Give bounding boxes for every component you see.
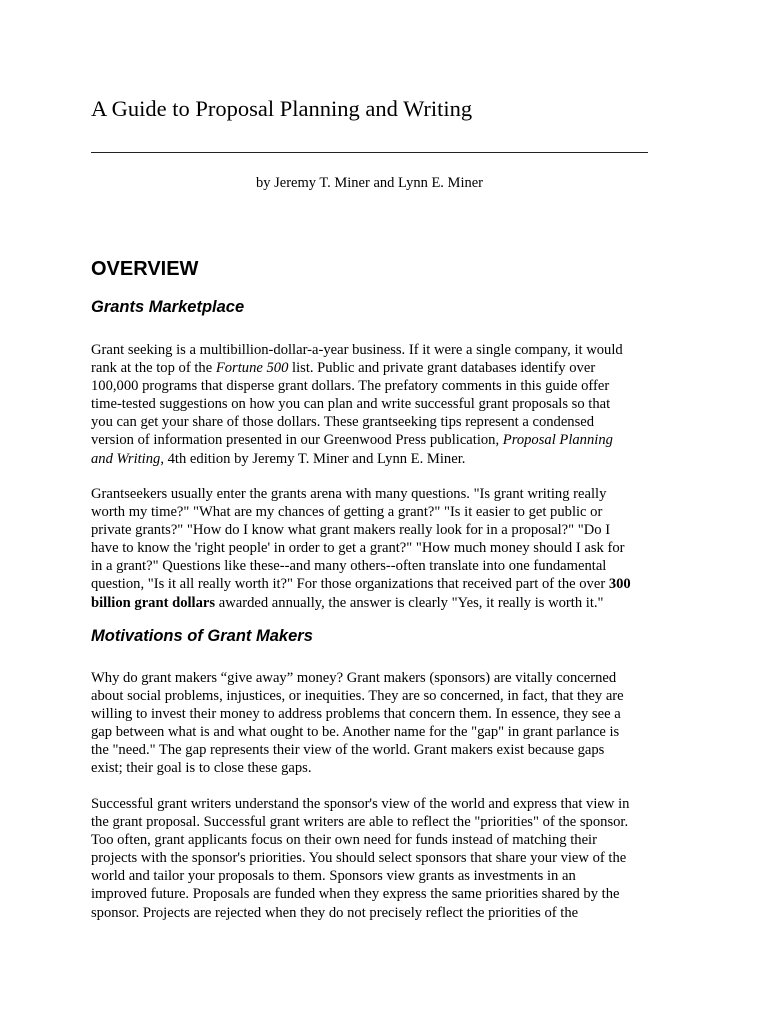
italic-title: Proposal Planning xyxy=(502,432,613,449)
text-line xyxy=(91,431,651,449)
italic-title: Fortune 500 xyxy=(215,360,289,377)
text-line: Successful grant writers understand the sponsor's view of the world and express that view in xyxy=(91,796,630,812)
motivations-heading: Motivations of Grant Makers xyxy=(91,627,313,645)
overview-heading: OVERVIEW xyxy=(91,258,199,280)
text-line: exist; their goal is to close these gaps. xyxy=(91,760,312,777)
bold-emphasis: billion grant dollars xyxy=(91,594,216,611)
text-line: in a grant?" Questions like these--and many others--often translate into one fundamental xyxy=(91,558,607,575)
italic-title: and Writing xyxy=(91,450,161,467)
text-line: the grant proposal. Successful grant writers are able to reflect the "priorities" of the sponsor. xyxy=(91,814,629,831)
text-line: projects with the sponsor's priorities. You should select sponsors that share your view of the xyxy=(91,850,627,867)
text-line: sponsor. Projects are rejected when they do not precisely reflect the priorities of the xyxy=(91,904,579,921)
document-title: A Guide to Proposal Planning and Writing xyxy=(91,96,473,121)
text-line: 100,000 programs that disperse grant dollars. The prefatory comments in this guide offer xyxy=(91,378,610,395)
byline: by Jeremy T. Miner and Lynn E. Miner xyxy=(256,175,483,191)
text-line xyxy=(91,450,651,468)
text-line: the "need." The gap represents their view of the world. Grant makers exist because gaps xyxy=(91,742,605,759)
text-line xyxy=(91,359,651,377)
title-divider xyxy=(91,152,648,153)
motivations-paragraph-2 xyxy=(91,795,651,922)
text-line: private grants?" "How do I know what grant makers really look for in a proposal?" "Do I xyxy=(91,522,611,539)
text-line: you can get your share of those dollars. These grantseeking tips represent a condensed xyxy=(91,414,595,431)
text-line: Why do grant makers “give away” money? Grant makers (sponsors) are vitally concerned xyxy=(91,670,617,686)
grants-marketplace-heading: Grants Marketplace xyxy=(91,298,245,316)
motivations-paragraph-1 xyxy=(91,669,651,778)
text-line: world and tailor your proposals to them. Sponsors view grants as investments in an xyxy=(91,868,576,885)
text-line: time-tested suggestions on how you can plan and write successful grant proposals so that xyxy=(91,396,611,413)
text-line: Grant seeking is a multibillion-dollar-a-year business. If it were a single company, it would xyxy=(91,342,623,358)
text-run: question, "Is it all really worth it?" For those organizations that received part of the over xyxy=(91,576,609,593)
text-line: about social problems, injustices, or inequities. They are so concerned, in fact, that they are xyxy=(91,688,624,705)
text-line: worth my time?" "What are my chances of getting a grant?" "Is it easier to get public or xyxy=(91,504,603,521)
text-line: Too often, grant applicants focus on their own need for funds instead of matching their xyxy=(91,832,597,849)
text-line: gap between what is and what ought to be. Another name for the "gap" in grant parlance is xyxy=(91,724,620,741)
text-line: have to know the 'right people' in order to get a grant?" "How much money should I ask for xyxy=(91,540,625,557)
text-line xyxy=(91,575,651,593)
bold-emphasis: 300 xyxy=(608,576,631,593)
text-run: version of information presented in our Greenwood Press publication, xyxy=(91,432,503,449)
text-line: willing to invest their money to address problems that concern them. In essence, they see a xyxy=(91,706,621,723)
text-line: Grantseekers usually enter the grants arena with many questions. "Is grant writing really xyxy=(91,486,607,502)
text-run: awarded annually, the answer is clearly "Yes, it really is worth it." xyxy=(215,594,604,611)
text-run: , 4th edition by Jeremy T. Miner and Lynn E. Miner. xyxy=(160,450,466,467)
text-line: improved future. Proposals are funded when they express the same priorities shared by the xyxy=(91,886,620,903)
text-line xyxy=(91,594,651,612)
grants-marketplace-paragraph-2 xyxy=(91,485,651,612)
grants-marketplace-paragraph-1 xyxy=(91,341,651,468)
text-run: list. Public and private grant databases identify over xyxy=(288,360,596,377)
text-run: rank at the top of the xyxy=(91,360,216,377)
